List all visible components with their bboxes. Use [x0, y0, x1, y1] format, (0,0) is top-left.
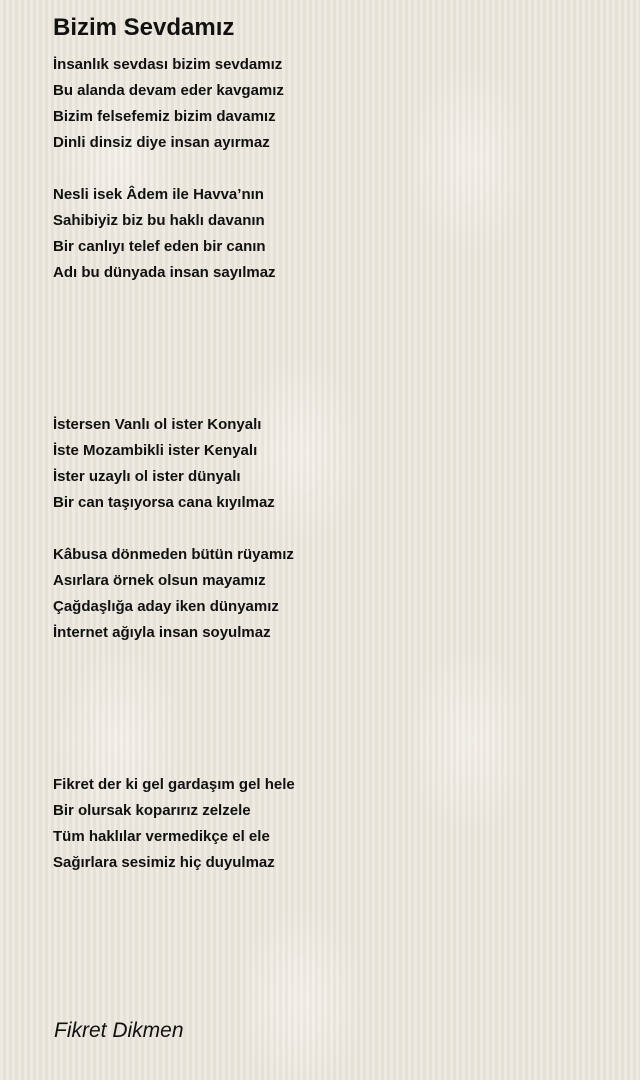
poem-line: Çağdaşlığa aday iken dünyamız [53, 598, 279, 615]
poem-line: Kâbusa dönmeden bütün rüyamız [53, 546, 294, 563]
poem-line: İster uzaylı ol ister dünyalı [53, 468, 241, 485]
poem-line: İnsanlık sevdası bizim sevdamız [53, 56, 283, 73]
poem-line: İstersen Vanlı ol ister Konyalı [53, 416, 262, 433]
stanza-5 [53, 772, 295, 876]
poem-line: Adı bu dünyada insan sayılmaz [53, 264, 276, 281]
poem-line: Bir can taşıyorsa cana kıyılmaz [53, 494, 275, 511]
poem-line: Bir canlıyı telef eden bir canın [53, 238, 266, 255]
stanza-3 [53, 412, 275, 516]
poem-line: Fikret der ki gel gardaşım gel hele [53, 776, 295, 793]
stanza-4 [53, 542, 294, 646]
poem-line: Dinli dinsiz diye insan ayırmaz [53, 134, 270, 151]
poem-line: Bir olursak koparırız zelzele [53, 802, 251, 819]
poem-line: Asırlara örnek olsun mayamız [53, 572, 266, 589]
poem-line: İste Mozambikli ister Kenyalı [53, 442, 258, 459]
poem-page [53, 10, 613, 1042]
poem-line: Bizim felsefemiz bizim davamız [53, 108, 276, 125]
poem-line: Nesli isek Âdem ile Havva’nın [53, 186, 264, 203]
stanza-2 [53, 182, 276, 286]
poem-author: Fikret Dikmen [54, 1019, 184, 1042]
poem-title: Bizim Sevdamız [53, 14, 235, 41]
poem-line: Sahibiyiz biz bu haklı davanın [53, 212, 265, 229]
poem-line: Sağırlara sesimiz hiç duyulmaz [53, 854, 275, 871]
poem-line: İnternet ağıyla insan soyulmaz [53, 624, 271, 641]
poem-line: Tüm haklılar vermedikçe el ele [53, 828, 270, 845]
stanza-1 [53, 52, 284, 156]
poem-line: Bu alanda devam eder kavgamız [53, 82, 284, 99]
